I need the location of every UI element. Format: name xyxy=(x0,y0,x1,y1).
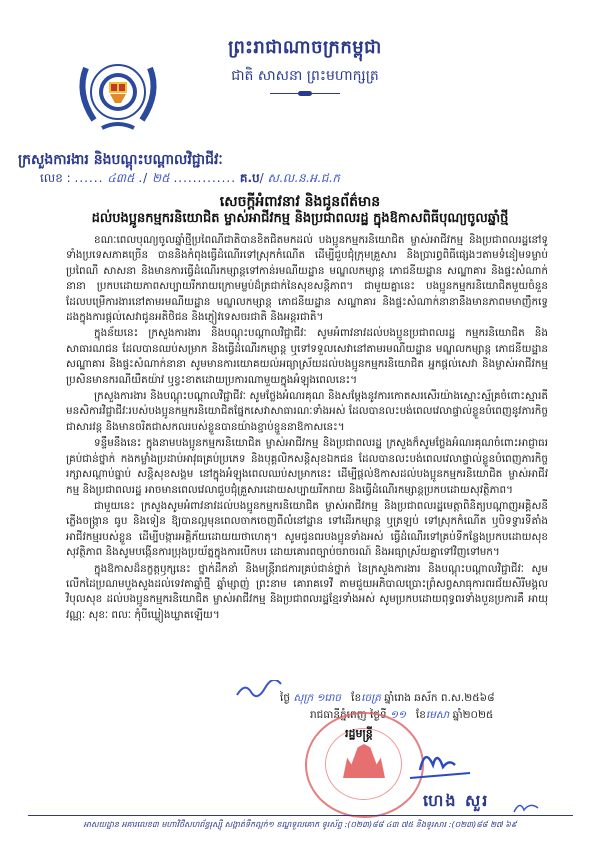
signer-position: រដ្ឋមន្ត្រី xyxy=(345,727,373,740)
ministry-name: ក្រសួងការងារ និងបណ្តុះបណ្តាលវិជ្ជាជីវៈ xyxy=(18,152,223,168)
ministry-emblem-icon xyxy=(72,48,164,138)
ref-number: ៤៣៥ xyxy=(107,171,135,185)
document-body xyxy=(66,233,548,624)
footer-divider xyxy=(28,815,573,816)
paragraph: ក្នុងឱកាសដ៏នក្ខត្តឫក្សនេះ ថ្នាក់ដឹកនាំ និងមន្ត្រីរាជការគ្រប់ជាន់ថ្នាក់ នៃក្រសួងការងារ និងបណ្តុះបណ្តាលវិជ្ជាជីវៈ សូមលើកដៃប្រណមបួងសួងដល់ទេវតាឆ្នាំថ្មី ឆ្នាំម្សាញ់ ព្រះនាម គោរាគទេវី តាមជួយអភិបាលប្រោះព្រំសព្វសាធុការពរជ័យសិរីមង្គល វិបុលសុខ ដល់បងប្អូនកម្មករនិយោជិត ម្ចាស់អាជីវកម្ម និងប្រជាពលរដ្ឋខ្មែរទាំងអស់ សូមប្រកបដោយពុទ្ធពរទាំងបួនប្រការគឺ អាយុ វណ្ណៈ សុខៈ ពលៈ កុំបីឃ្លៀងឃ្លាតឡើយ។ xyxy=(66,562,548,621)
month: មេសា xyxy=(425,709,450,721)
place-date: រាជធានីភ្នំពេញ ថ្ងៃទី ១១ ខែមេសា ឆ្នាំ២០២៥ xyxy=(310,709,494,721)
ref-code: ស.ល.ន.អ.ជ.ក xyxy=(267,171,340,185)
ref-label: លេខ : xyxy=(40,171,71,185)
paragraph: ទន្ទឹមនឹងនេះ ក្នុងនាមបងប្អូនកម្មករនិយោជិត ម្ចាស់អាជីវកម្ម និងប្រជាពលរដ្ឋ ក្រសួងក៏សូមថ្លែងអំណរគុណចំពោះអាជ្ញាធរគ្រប់ជាន់ថ្នាក់ កងកម្លាំងប្រដាប់អាវុធគ្រប់ប្រភេទ និងបុគ្គលិកសន្តិសុខឯកជន ដែលបានលះបង់ពេលវេលាផ្ទាល់ខ្លួនបំពេញភារកិច្ចរក្សាសណ្តាប់ធ្នាប់ សន្តិសុខសង្គម នៅក្នុងអំឡុងពេលឈប់សម្រាកនេះ ដើម្បីផ្តល់ឱកាសដល់បងប្អូនកម្មករនិយោជិត ម្ចាស់អាជីវកម្ម និងប្រជាពលរដ្ឋ អាចមានពេលវេលាជួបជុំគ្រួសារដោយសប្បាយរីករាយ និងធ្វើដំណើរកម្សាន្តប្រកបដោយសុវត្ថិភាព។ xyxy=(66,437,548,496)
ref-code-label: គ.ប xyxy=(239,171,260,185)
reference-number-line: លេខ : ...... ៤៣៥ ./ ២៥ ............. គ.ប/ ស.ល.ន.អ.ជ.ក xyxy=(40,171,340,185)
lunar-day: សុក្រ ១រោច xyxy=(293,692,342,704)
paragraph: ខណៈពេលបុណ្យចូលឆ្នាំថ្មីប្រពៃណីជាតិបានខិតជិតមកដល់ បងប្អូនកម្មករនិយោជិត ម្ចាស់អាជីវកម្ម និងប្រជាពលរដ្ឋនៅទូទាំងប្រទេសភាគច្រើន បាននិងកំពុងធ្វើដំណើរទៅស្រុកកំណើត ដើម្បីជួបជុំក្រុមគ្រួសារ និងប្រារព្ធពិធីផ្សេងៗតាមទំនៀមទម្លាប់ ប្រពៃណី សាសនា និងមានការធ្វើដំណើរកម្សាន្តទៅកាន់រមណីយដ្ឋាន មណ្ឌលកម្សាន្ត ភោជនីយដ្ឋាន សណ្ឋាគារ និងផ្ទះសំណាក់នានា ប្រកបដោយភាពសប្បាយរីករាយក្រោមម្លប់ដ៏ត្រជាក់នៃសុខសន្តិភាព។ ជាមួយគ្នានេះ បងប្អូនកម្មករនិយោជិតមួយចំនួន ដែលបម្រើការងារនៅតាមរមណីយដ្ឋាន មណ្ឌលកម្សាន្ត ភោជនីយដ្ឋាន សណ្ឋាគារ និងផ្ទះសំណាក់នានានឹងមានភាពមមាញឹកទ្វេដងក្នុងការផ្តល់សេវាជូនអតិថិជន និងភ្ញៀវទេសចរជាតិ និងអន្តរជាតិ។ xyxy=(66,234,548,324)
signature-icon xyxy=(405,745,475,780)
kingdom-title: ព្រះរាជាណាចក្រកម្ពុជា xyxy=(228,37,382,58)
year: ឆ្នាំ២០២៥ xyxy=(452,709,494,721)
initial-signature-icon xyxy=(235,680,285,700)
lunar-date: ថ្ងៃ សុក្រ ១រោច ខែចេត្រ ឆ្នាំរោង ឆស័ក ព.ស.២៥៦៨ xyxy=(280,692,495,704)
day: ១១ xyxy=(390,709,406,721)
ref-suffix: ២៥ xyxy=(152,171,170,185)
kingdom-header xyxy=(210,35,400,94)
document-title: សេចក្តីអំពាវនាវ និងជូនព័ត៌មាន xyxy=(219,194,381,210)
lunar-year: ឆ្នាំរោង ឆស័ក ព.ស.២៥៦៨ xyxy=(384,692,495,704)
lunar-month: ចេត្រ xyxy=(361,692,381,704)
paragraph: ក្នុងន័យនេះ ក្រសួងការងារ និងបណ្តុះបណ្តាលវិជ្ជាជីវៈ សូមអំពាវនាវដល់បងប្អូនប្រជាពលរដ្ឋ កម្មករនិយោជិត និងសាធារណជន ដែលបានឈប់សម្រាក និងធ្វើដំណើរកម្សាន្ត ឬទៅទទួលសេវានៅតាមរមណីយដ្ឋាន មណ្ឌលកម្សាន្ត ភោជនីយដ្ឋាន សណ្ឋាគារ និងផ្ទះសំណាក់នានា សូមមានការយោគយល់អធ្យាស្រ័យដល់បងប្អូនកម្មករនិយោជិត អ្នកផ្តល់សេវា និងម្ចាស់អាជីវកម្ម ប្រសិនមានករណីយឺតយ៉ាវ ឬខ្វះខាតដោយប្រការណាមួយក្នុងអំឡុងពេលនេះ។ xyxy=(66,327,548,386)
paragraph: ជាមួយនេះ ក្រសួងសូមអំពាវនាវដល់បងប្អូនកម្មករនិយោជិត ម្ចាស់អាជីវកម្ម និងប្រជាពលរដ្ឋមេត្តាពិនិត្យបណ្តាញអគ្គិសនី ភ្លើងចង្ក្រាន ធូប និងទៀន ឱ្យបានល្អមុនពេលចាកចេញពីលំនៅដ្ឋាន ទៅដើរកម្សាន្ត ឬត្រឡប់ ទៅស្រុកកំណើត ឬបិទទ្វារទីតាំងអាជីវកម្មរបស់ខ្លួន ដើម្បីបង្ការអគ្គិភ័យដោយយថាហេតុ។ សូមជូនពរបងប្អូនទាំងអស់ ធ្វើដំណើរទៅគ្រប់ទីកន្លែងប្រកបដោយសុខសុវត្ថិភាព និងសូមបង្កើនការប្រុងប្រយ័ត្នក្នុងការបើកបរ ដោយគោរពច្បាប់ចរាចរណ៍ និងអធ្យាស្រ័យគ្នាទៅវិញទៅមក។ xyxy=(66,499,548,559)
paragraph: ក្រសួងការងារ និងបណ្តុះបណ្តាលវិជ្ជាជីវៈ សូមថ្លែងអំណរគុណ និងសម្តែងនូវការកោតសរសើរយ៉ាងស្មោះស្ម័គ្រចំពោះស្មារតីមនសិការវិជ្ជាជីវៈរបស់បងប្អូនកម្មករនិយោជិតផ្នែកសេវាសាធារណៈទាំងអស់ ដែលបានលះបង់ពេលវេលាផ្ទាល់ខ្លួនបំពេញនូវភារកិច្ចជាសារវន្ត និងមានចរិតជាសកលរបស់ខ្លួនបានយ៉ាងខ្ជាប់ខ្ជួននាឱកាសនេះ។ xyxy=(66,390,548,433)
ornament-divider xyxy=(270,93,340,94)
footer-address: អាសយដ្ឋាន អគារលេខ៣ មហាវិថីសហព័ន្ធរុស្ស៊ី សង្កាត់ទឹកល្អក់១ ខណ្ឌទួលគោក ទូរស័ព្ទ :(០២៣)៨៨ ៤៣ ៧៥ និងទូរសារ :(០២៣)៨៨ ២៧ ៦៩ xyxy=(83,820,517,829)
document-subtitle: ដល់បងប្អូនកម្មករនិយោជិត ម្ចាស់អាជីវកម្ម និងប្រជាពលរដ្ឋ ក្នុងឱកាសពិធីបុណ្យចូលឆ្នាំថ្មី xyxy=(91,211,509,226)
signer-name: ហេង សួរ xyxy=(423,791,490,810)
national-motto: ជាតិ សាសនា ព្រះមហាក្សត្រ xyxy=(231,68,379,84)
